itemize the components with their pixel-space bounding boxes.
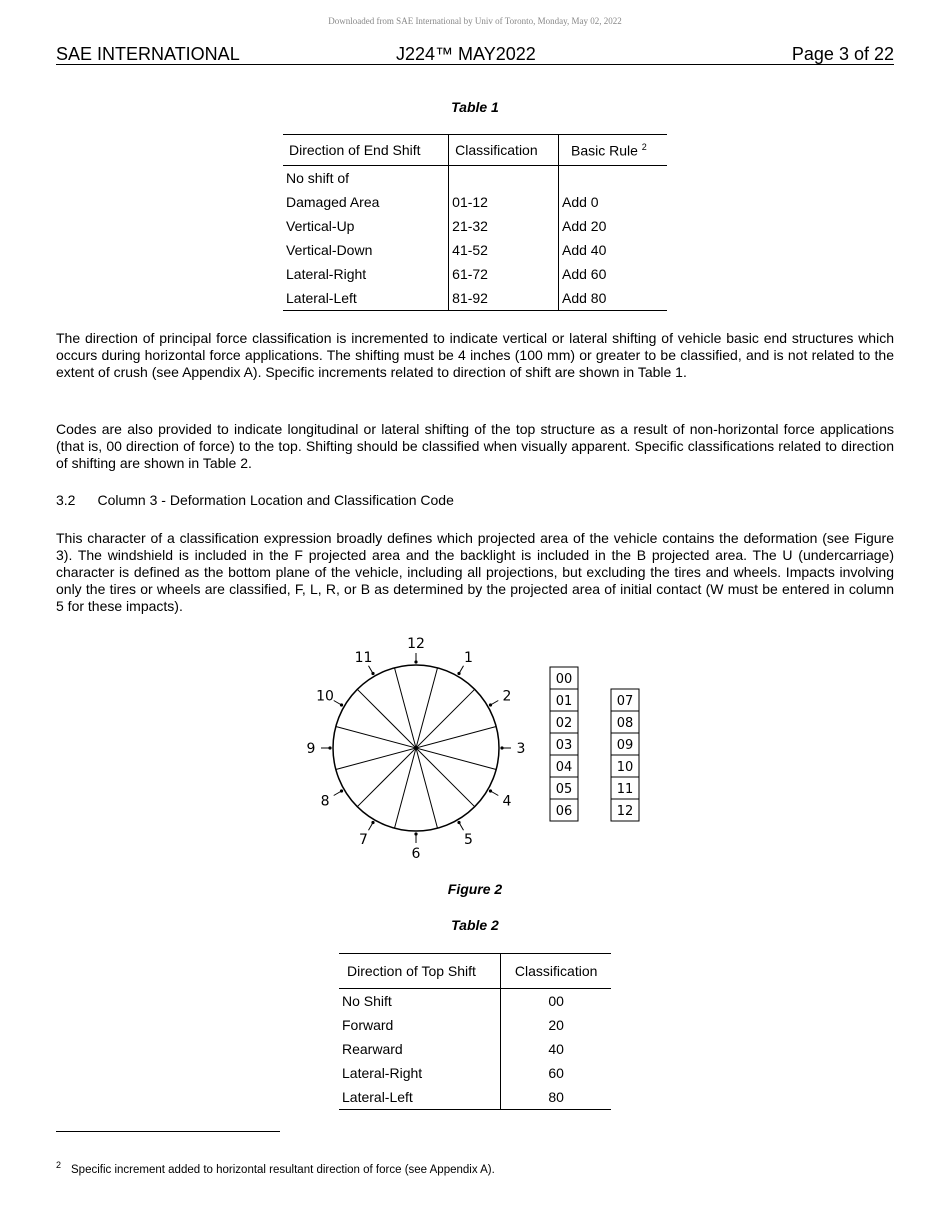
code-label: 00 bbox=[555, 672, 573, 687]
code-label: 02 bbox=[555, 716, 573, 731]
table-row bbox=[339, 1061, 611, 1085]
arrow-head-icon bbox=[489, 703, 492, 706]
table-cell: 01-12 bbox=[449, 190, 559, 214]
table1-caption: Table 1 bbox=[451, 99, 499, 115]
figure2-caption: Figure 2 bbox=[447, 881, 503, 897]
arrow-head-icon bbox=[457, 821, 460, 824]
table-cell: Lateral-Right bbox=[286, 266, 367, 282]
arrow-head-icon bbox=[414, 832, 417, 835]
table-cell: 40 bbox=[501, 1037, 611, 1061]
table-row bbox=[339, 1085, 611, 1110]
table2-caption: Table 2 bbox=[451, 917, 499, 933]
paragraph: Codes are also provided to indicate longitudinal or lateral shifting of the top structure as a result of non-horizontal force applications (that is, 00 direction of force) to the top. Shifting should be classified when visually apparent. Specific classifications related to direction of shifting are shown in Table 2. bbox=[56, 421, 894, 471]
section-heading: 3.2 Column 3 - Deformation Location and Classification Code bbox=[56, 492, 454, 508]
clock-label: 1 bbox=[464, 650, 473, 667]
table-cell: Add 80 bbox=[558, 286, 667, 311]
table-cell: Add 20 bbox=[558, 214, 667, 238]
arrow-head-icon bbox=[340, 703, 343, 706]
table-cell: Vertical-Up bbox=[286, 218, 355, 234]
footnote: $^2$ Specific increment added to horizontal resultant direction of force (see Appendix A). bbox=[56, 1160, 495, 1176]
clock-label: 7 bbox=[359, 831, 368, 848]
code-label: 03 bbox=[555, 738, 573, 753]
header-doc-id: J224™ MAY2022 bbox=[396, 44, 536, 64]
clock-label: 8 bbox=[320, 793, 330, 810]
code-label: 11 bbox=[616, 782, 634, 797]
arrow-head-icon bbox=[371, 672, 374, 675]
clock-label: 5 bbox=[464, 831, 473, 848]
footnote-divider bbox=[56, 1131, 280, 1132]
code-label: 10 bbox=[616, 760, 634, 775]
table-cell: Add 40 bbox=[558, 238, 667, 262]
paragraph: This character of a classification expression broadly defines which projected area of the vehicle contains the deformation (see Figure 3). The windshield is included in the F projected area and the backlight is included in the B projected area. The U (undercarriage) character is defined as the bottom plane of the vehicle, including all projections, but excluding the tires and wheels. Impacts involving only the tires or wheels are classified, F, L, R, or B as determined by the projected area of initial contact (W must be entered in column 5 for these impacts). bbox=[56, 530, 894, 614]
table-cell: Forward bbox=[342, 1017, 394, 1033]
arrow-head-icon bbox=[371, 821, 374, 824]
clock-label: 12 bbox=[407, 636, 425, 652]
table-cell: 20 bbox=[501, 1013, 611, 1037]
clock-label: 10 bbox=[316, 688, 334, 705]
table1-header: Basic Rule $^2$ bbox=[558, 135, 667, 166]
arrow-head-icon bbox=[414, 660, 417, 663]
arrow-head-icon bbox=[500, 746, 503, 749]
code-label: 09 bbox=[616, 738, 634, 753]
download-notice: Downloaded from SAE International by Univ of Toronto, Monday, May 02, 2022 bbox=[328, 16, 622, 26]
table-row bbox=[339, 989, 611, 1014]
paragraph: The direction of principal force classification is incremented to indicate vertical or lateral shifting of vehicle basic end structures which occurs during horizontal force applications. The shifting must be 4 inches (100 mm) or greater to be classified, and is not related to the extent of crush (see Appendix A). Specific increments related to direction of shift are shown in Table 1. bbox=[56, 330, 894, 380]
table-cell: 81-92 bbox=[449, 286, 559, 311]
table-cell: 00 bbox=[501, 989, 611, 1014]
clock-label: 11 bbox=[354, 650, 373, 667]
arrow-head-icon bbox=[457, 672, 460, 675]
table-cell: 41-52 bbox=[449, 238, 559, 262]
code-label: 01 bbox=[555, 694, 573, 709]
table-cell: Lateral-Right bbox=[342, 1065, 423, 1081]
table-cell: Add 60 bbox=[558, 262, 667, 286]
arrow-head-icon bbox=[328, 746, 331, 749]
code-label: 07 bbox=[616, 694, 634, 709]
table-cell: Lateral-Left bbox=[342, 1089, 413, 1105]
code-label: 04 bbox=[555, 760, 573, 775]
table-cell: 60 bbox=[501, 1061, 611, 1085]
code-label: 12 bbox=[616, 804, 634, 819]
table-cell: 21-32 bbox=[449, 214, 559, 238]
table2 bbox=[339, 953, 611, 1110]
header-page-number: Page 3 of 22 bbox=[791, 44, 894, 64]
table-row bbox=[339, 1013, 611, 1037]
table-cell: 80 bbox=[501, 1085, 611, 1110]
arrow-head-icon bbox=[340, 789, 343, 792]
arrow-head-icon bbox=[489, 789, 492, 792]
table-cell: 61-72 bbox=[449, 262, 559, 286]
table-cell: Damaged Area bbox=[286, 194, 380, 210]
code-label: 05 bbox=[555, 782, 573, 797]
table-cell: No Shift bbox=[342, 993, 392, 1009]
clock-label: 6 bbox=[411, 846, 421, 862]
clock-label: 3 bbox=[516, 741, 526, 757]
clock-label: 2 bbox=[502, 688, 512, 705]
table1-header: Classification bbox=[449, 135, 559, 166]
footnote-ref: 2 bbox=[641, 141, 647, 152]
table-row bbox=[339, 1037, 611, 1061]
table-cell: No shift of bbox=[286, 170, 350, 186]
clock-label: 9 bbox=[306, 741, 316, 757]
code-label: 06 bbox=[555, 804, 573, 819]
table2-header: Direction of Top Shift bbox=[339, 954, 501, 989]
table-cell: Vertical-Down bbox=[286, 242, 373, 258]
table-cell: Add 0 bbox=[558, 190, 667, 214]
code-label: 08 bbox=[616, 716, 634, 731]
clock-label: 4 bbox=[502, 793, 512, 810]
header-org: SAE INTERNATIONAL bbox=[56, 44, 240, 64]
table2-header: Classification bbox=[501, 954, 611, 989]
table-cell: Lateral-Left bbox=[286, 290, 357, 306]
table1-header: Direction of End Shift bbox=[283, 135, 449, 166]
table-cell: Rearward bbox=[342, 1041, 403, 1057]
